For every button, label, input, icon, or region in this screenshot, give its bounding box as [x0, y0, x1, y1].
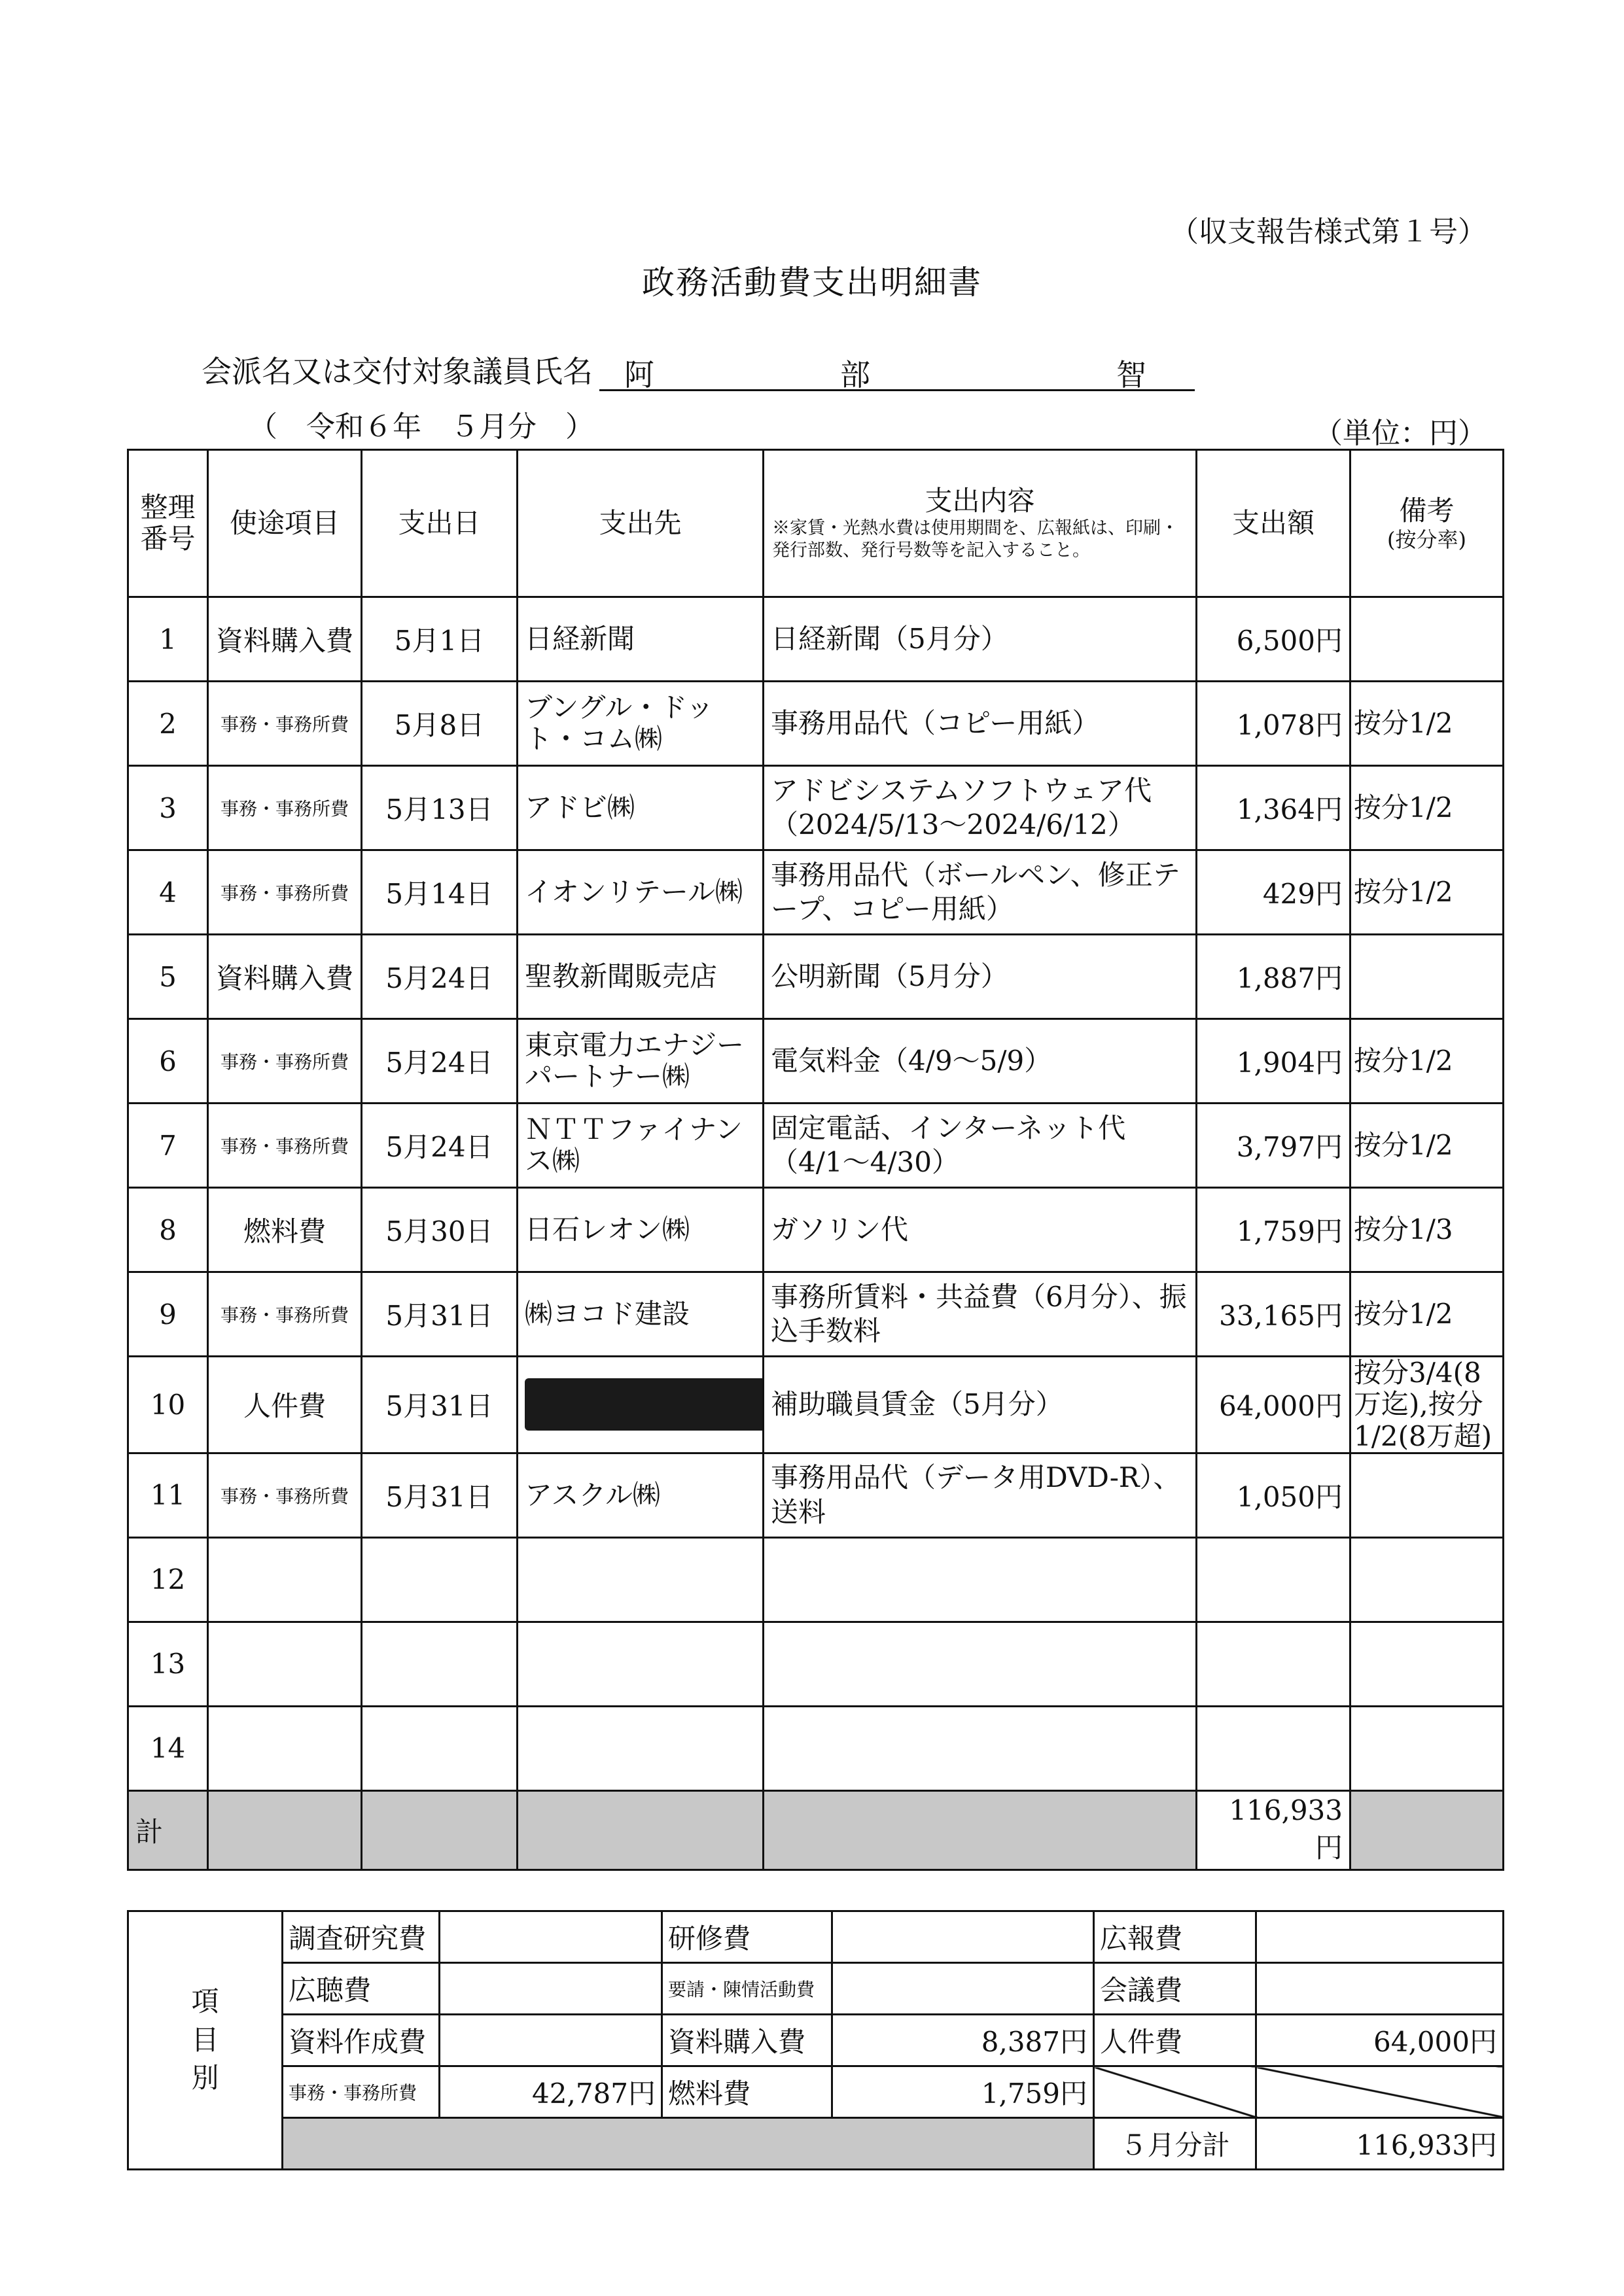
table-row: [128, 935, 1504, 1019]
table-cell: ガソリン代: [764, 1188, 1197, 1272]
table-cell: 事務用品代（コピー用紙）: [764, 682, 1197, 766]
table-cell: 按分1/2: [1350, 1019, 1504, 1104]
label-petition: 要請・陳情活動費: [662, 1963, 832, 2015]
redacted-payee: [518, 1357, 764, 1453]
table-cell: [518, 1706, 764, 1790]
page-title: 政務活動費支出明細書: [642, 264, 982, 302]
table-cell: 日経新聞: [518, 597, 764, 682]
table-cell: [362, 1537, 518, 1622]
table-cell: [1350, 1622, 1504, 1706]
table-cell: 5月1日: [362, 597, 518, 682]
table-cell: 事務用品代（ボールペン、修正テープ、コピー用紙）: [764, 850, 1197, 935]
table-cell: 電気料金（4/9～5/9）: [764, 1019, 1197, 1104]
table-row: [128, 682, 1504, 766]
label-fuel: 燃料費: [662, 2066, 832, 2118]
table-cell: 日経新聞（5月分）: [764, 597, 1197, 682]
table-cell: 按分1/2: [1350, 1104, 1504, 1188]
table-cell: 5月31日: [362, 1272, 518, 1357]
label-meeting: 会議費: [1094, 1963, 1256, 2015]
table-cell: 5月30日: [362, 1188, 518, 1272]
header-category: 使途項目: [208, 450, 362, 597]
table-cell: [208, 1790, 362, 1870]
table-cell: 5月24日: [362, 1104, 518, 1188]
table-cell: [1197, 1706, 1350, 1790]
table-cell: 6: [128, 1019, 208, 1104]
label-personnel: 人件費: [1094, 2015, 1256, 2066]
table-cell: ＮＴＴファイナンス㈱: [518, 1104, 764, 1188]
table-cell: 3: [128, 766, 208, 850]
table-cell: 1,887円: [1197, 935, 1350, 1019]
table-cell: [764, 1790, 1197, 1870]
table-cell: 5月24日: [362, 1019, 518, 1104]
table-cell: 資料購入費: [208, 597, 362, 682]
label-pr: 広報費: [1094, 1911, 1256, 1963]
table-row: [128, 1272, 1504, 1357]
table-cell: 2: [128, 682, 208, 766]
label-office: 事務・事務所費: [283, 2066, 440, 2118]
total-amount: 116,933円: [1197, 1790, 1350, 1870]
table-cell: [518, 1537, 764, 1622]
table-cell: [1350, 935, 1504, 1019]
table-cell: [208, 1706, 362, 1790]
table-cell: 8: [128, 1188, 208, 1272]
gray-band: [283, 2118, 1094, 2170]
table-cell: 事務・事務所費: [208, 1272, 362, 1357]
label-materials-make: 資料作成費: [283, 2015, 440, 2066]
table-cell: ブングル・ドット・コム㈱: [518, 682, 764, 766]
table-cell: [1256, 1963, 1504, 2015]
table-cell: 按分1/2: [1350, 1272, 1504, 1357]
table-header: [128, 450, 1504, 597]
header-amount: 支出額: [1197, 450, 1350, 597]
summary-side-label: 項 目 別: [128, 1911, 283, 2170]
amount-office: 42,787円: [440, 2066, 662, 2118]
table-cell: 事務所賃料・共益費（6月分）、振込手数料: [764, 1272, 1197, 1357]
table-cell: [832, 1963, 1094, 2015]
table-row: [128, 1537, 1504, 1622]
table-cell: [208, 1537, 362, 1622]
table-cell: [362, 1706, 518, 1790]
amount-materials-buy: 8,387円: [832, 2015, 1094, 2066]
table-cell: [764, 1706, 1197, 1790]
label-research: 調査研究費: [283, 1911, 440, 1963]
table-cell: 5月13日: [362, 766, 518, 850]
table-cell: 人件費: [208, 1357, 362, 1453]
table-cell: イオンリテール㈱: [518, 850, 764, 935]
label-materials-buy: 資料購入費: [662, 2015, 832, 2066]
table-cell: 11: [128, 1453, 208, 1537]
header-content: 支出内容 ※家賃・光熱水費は使用期間を、広報紙は、印刷・発行部数、発行号数等を記入すること。: [764, 450, 1197, 597]
unit-label: （単位：円）: [1314, 417, 1487, 450]
table-cell: [764, 1622, 1197, 1706]
table-cell: 64,000円: [1197, 1357, 1350, 1453]
table-cell: 資料購入費: [208, 935, 362, 1019]
table-cell: [1350, 1453, 1504, 1537]
table-cell: 1: [128, 597, 208, 682]
table-cell: 5月8日: [362, 682, 518, 766]
table-row: [128, 1622, 1504, 1706]
table-cell: アドビ㈱: [518, 766, 764, 850]
table-cell: [764, 1537, 1197, 1622]
table-cell: 事務・事務所費: [208, 682, 362, 766]
table-cell: 1,050円: [1197, 1453, 1350, 1537]
redaction-block: [525, 1378, 764, 1431]
table-cell: 5: [128, 935, 208, 1019]
table-cell: 3,797円: [1197, 1104, 1350, 1188]
table-cell: 按分1/2: [1350, 682, 1504, 766]
member-name: 阿 部 智: [599, 351, 1195, 391]
header-remarks: 備考 (按分率): [1350, 450, 1504, 597]
table-cell: 按分3/4(8万迄),按分1/2(8万超): [1350, 1357, 1504, 1453]
caucus-label: 会派名又は交付対象議員氏名: [202, 354, 593, 389]
table-cell: [1350, 1790, 1504, 1870]
table-cell: 事務・事務所費: [208, 1019, 362, 1104]
period: （ 令和６年 ５月分 ）: [249, 410, 594, 444]
table-cell: 按分1/2: [1350, 766, 1504, 850]
table-cell: 按分1/3: [1350, 1188, 1504, 1272]
table-cell: [440, 2015, 662, 2066]
table-cell: [1197, 1622, 1350, 1706]
table-cell: 10: [128, 1357, 208, 1453]
table-cell: [518, 1622, 764, 1706]
table-cell: 1,078円: [1197, 682, 1350, 766]
table-cell: 1,904円: [1197, 1019, 1350, 1104]
table-cell: [362, 1622, 518, 1706]
table-cell: [362, 1790, 518, 1870]
table-cell: 事務用品代（データ用DVD-R）、送料: [764, 1453, 1197, 1537]
table-cell: 事務・事務所費: [208, 1453, 362, 1537]
table-cell: [440, 1911, 662, 1963]
table-cell: [1256, 1911, 1504, 1963]
table-cell: 14: [128, 1706, 208, 1790]
table-cell: 5月31日: [362, 1453, 518, 1537]
table-cell: 429円: [1197, 850, 1350, 935]
table-cell: 1,759円: [1197, 1188, 1350, 1272]
table-cell: 固定電話、インターネット代（4/1～4/30）: [764, 1104, 1197, 1188]
table-row: [128, 850, 1504, 935]
table-cell: 日石レオン㈱: [518, 1188, 764, 1272]
diagonal-cell: [1256, 2066, 1504, 2118]
header-date: 支出日: [362, 450, 518, 597]
table-cell: [1350, 1706, 1504, 1790]
summary-table: [127, 1910, 1504, 2170]
table-cell: [1350, 1537, 1504, 1622]
table-cell: アスクル㈱: [518, 1453, 764, 1537]
table-cell: 東京電力エナジーパートナー㈱: [518, 1019, 764, 1104]
table-cell: [1197, 1537, 1350, 1622]
table-cell: 6,500円: [1197, 597, 1350, 682]
table-cell: 事務・事務所費: [208, 850, 362, 935]
table-cell: 33,165円: [1197, 1272, 1350, 1357]
table-cell: [440, 1963, 662, 2015]
table-cell: [832, 1911, 1094, 1963]
table-cell: 12: [128, 1537, 208, 1622]
table-cell: 1,364円: [1197, 766, 1350, 850]
table-cell: 補助職員賃金（5月分）: [764, 1357, 1197, 1453]
table-row: [128, 597, 1504, 682]
amount-month-total: 116,933円: [1256, 2118, 1504, 2170]
amount-fuel: 1,759円: [832, 2066, 1094, 2118]
diagonal-cell: [1094, 2066, 1256, 2118]
table-row: [128, 766, 1504, 850]
table-cell: 13: [128, 1622, 208, 1706]
table-row: [128, 1019, 1504, 1104]
caucus-line: [202, 348, 1195, 391]
table-cell: 5月24日: [362, 935, 518, 1019]
total-row: [128, 1790, 1504, 1870]
table-cell: [518, 1790, 764, 1870]
label-month-total: ５月分計: [1094, 2118, 1256, 2170]
table-cell: 9: [128, 1272, 208, 1357]
header-number: 整理番号: [128, 450, 208, 597]
expense-table: [127, 449, 1504, 1871]
table-cell: 公明新聞（5月分）: [764, 935, 1197, 1019]
table-cell: 5月31日: [362, 1357, 518, 1453]
table-row: [128, 1188, 1504, 1272]
table-row: [128, 1357, 1504, 1453]
label-training: 研修費: [662, 1911, 832, 1963]
table-row: [128, 1104, 1504, 1188]
table-cell: アドビシステムソフトウェア代（2024/5/13～2024/6/12）: [764, 766, 1197, 850]
total-label: 計: [128, 1790, 208, 1870]
table-cell: 按分1/2: [1350, 850, 1504, 935]
table-cell: [1350, 597, 1504, 682]
table-cell: [208, 1622, 362, 1706]
table-row: [128, 1706, 1504, 1790]
header-payee: 支出先: [518, 450, 764, 597]
table-cell: 4: [128, 850, 208, 935]
amount-personnel: 64,000円: [1256, 2015, 1504, 2066]
table-cell: 事務・事務所費: [208, 766, 362, 850]
table-cell: ㈱ヨコド建設: [518, 1272, 764, 1357]
table-cell: 事務・事務所費: [208, 1104, 362, 1188]
label-hearing: 広聴費: [283, 1963, 440, 2015]
table-cell: 7: [128, 1104, 208, 1188]
table-cell: 燃料費: [208, 1188, 362, 1272]
table-row: [128, 1453, 1504, 1537]
table-cell: 5月14日: [362, 850, 518, 935]
table-cell: 聖教新聞販売店: [518, 935, 764, 1019]
form-number: （収支報告様式第１号）: [1170, 215, 1487, 249]
